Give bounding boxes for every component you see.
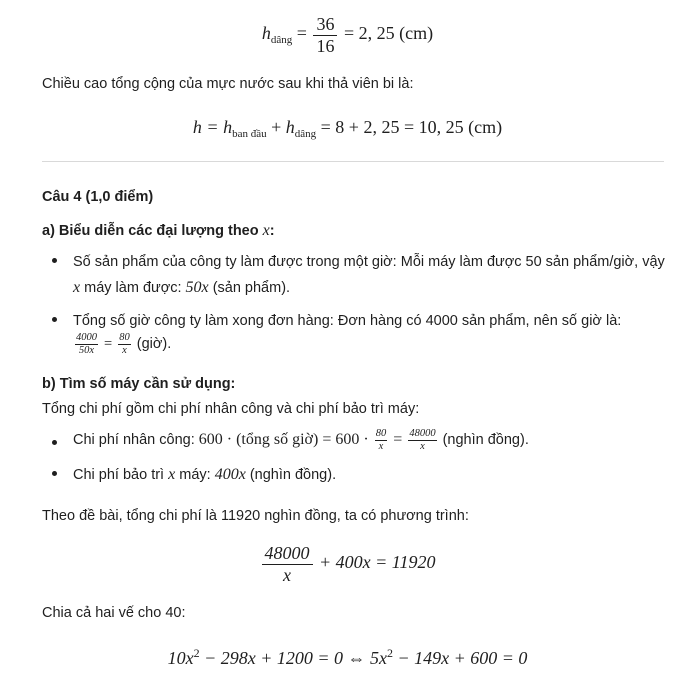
eq1-num: 36 (313, 14, 337, 36)
eq2-lhs: h = (192, 117, 219, 137)
eq4-b-exp: 2 (386, 646, 393, 660)
eq3-num: 48000 (262, 543, 313, 565)
b1-frac2 (408, 428, 436, 452)
paragraph-total-cost: Theo đề bài, tổng chi phí là 11920 nghìn đồng, ta có phương trình: (42, 508, 469, 524)
part-a-colon: : (269, 223, 275, 239)
b2-mid: máy: (179, 467, 211, 483)
a1-tail: (sản phẩm). (212, 280, 291, 296)
a1-x: x (73, 279, 81, 296)
b2-expr: 400x (214, 466, 246, 483)
paragraph-divide: Chia cả hai vế cho 40: (42, 605, 186, 621)
b1-tail: (nghìn đồng). (442, 432, 529, 448)
a2-den2: x (122, 344, 127, 356)
bullet-a1 (52, 258, 60, 266)
part-b-intro: Tổng chi phí gồm chi phí nhân công và chi phí bảo trì máy: (42, 401, 420, 417)
bullet-a1-line1: Số sản phẩm của công ty làm được trong một giờ: Mỗi máy làm được 50 sản phẩm/giờ, vậy (73, 254, 665, 270)
equation-h-dang (0, 14, 695, 56)
eq2-h2: h (285, 117, 295, 137)
bullet-a1-line2 (73, 276, 673, 301)
eq3-rhs: + 400x = 11920 (319, 552, 436, 573)
bullet-a2-line2 (73, 332, 673, 356)
a1-mid: máy làm được: (84, 280, 182, 296)
equation-quadratic (0, 644, 695, 673)
eq1-rhs: = 2, 25 (cm) (343, 23, 434, 44)
bullet-b2-line (73, 463, 673, 488)
equation-cost (0, 543, 695, 585)
b1-den2: x (420, 440, 425, 452)
eq3-den: x (283, 564, 292, 585)
a2-num1: 4000 (76, 332, 97, 343)
b1-num1: 80 (375, 428, 387, 440)
eq1-den: 16 (316, 35, 335, 56)
eq3-fraction (262, 543, 313, 585)
eq2-sub1: ban đầu (232, 128, 267, 140)
bullet-b2 (52, 471, 60, 479)
b1-expr: 600 · (tổng số giờ) = 600 · (198, 431, 369, 448)
bullet-a2 (52, 317, 60, 325)
bullet-a2-line1: Tổng số giờ công ty làm xong đơn hàng: Đơn hàng có 4000 sản phẩm, nên số giờ là: (73, 313, 622, 329)
a2-num2: 80 (119, 332, 130, 343)
equation-h-total (0, 114, 695, 143)
eq2-plus: + (271, 117, 282, 137)
part-a-title (42, 219, 662, 244)
a2-den1: 50x (78, 344, 95, 356)
part-a-title-text: a) Biểu diễn các đại lượng theo (42, 223, 259, 239)
b1-den1: x (378, 440, 384, 452)
a2-frac2 (118, 332, 131, 356)
a2-eq: = (104, 335, 113, 352)
eq2-rhs: = 8 + 2, 25 = 10, 25 (cm) (320, 117, 503, 137)
eq4-b: − 298x + 1200 = 0 ⇔ 5x (204, 648, 387, 668)
eq1-sub: dâng (270, 34, 293, 47)
b1-prefix: Chi phí nhân công: (73, 432, 195, 448)
part-b-title: b) Tìm số máy cần sử dụng: (42, 376, 236, 392)
eq1-h: h (261, 23, 271, 44)
paragraph-total-height: Chiều cao tổng cộng của mực nước sau khi thả viên bi là: (42, 76, 414, 92)
eq4-a: 10x (167, 648, 194, 668)
b2-tail: (nghìn đồng). (249, 467, 337, 483)
bullet-b1 (52, 440, 60, 448)
eq2-h1: h (223, 117, 233, 137)
bullet-b1-line (73, 428, 673, 453)
a2-frac1 (75, 332, 98, 356)
b1-num2: 48000 (409, 428, 436, 440)
a1-expr: 50x (185, 279, 209, 296)
eq1-fraction (313, 14, 337, 56)
part-a-var: x (262, 222, 270, 239)
question-4-title: Câu 4 (1,0 điểm) (42, 189, 154, 205)
a2-tail: (giờ). (136, 335, 172, 352)
b1-eq: = (393, 431, 403, 448)
eq1-eq: = (296, 23, 307, 44)
b2-x: x (168, 466, 176, 483)
section-divider (42, 161, 664, 162)
b2-prefix: Chi phí bảo trì (73, 467, 165, 483)
b1-frac1 (375, 428, 388, 452)
eq2-sub2: dâng (294, 128, 317, 140)
eq4-a-exp: 2 (193, 646, 200, 660)
eq4-c: − 149x + 600 = 0 (397, 648, 528, 668)
